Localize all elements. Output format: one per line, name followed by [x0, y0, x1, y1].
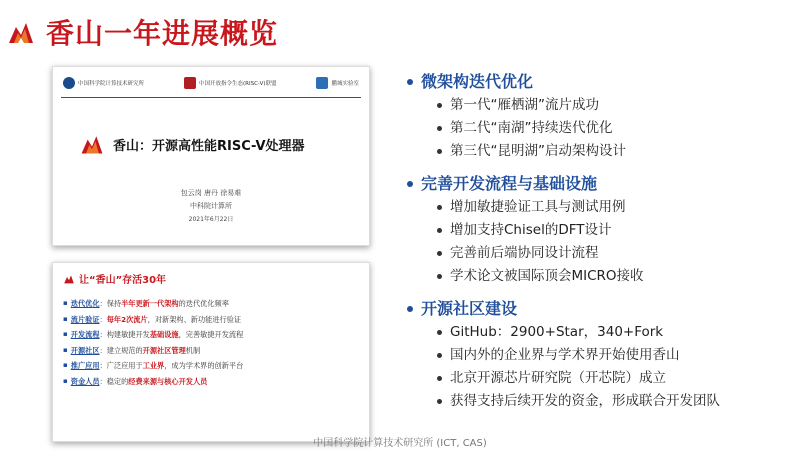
bullet-icon: ▪ [63, 376, 68, 385]
goal-item: ▪ 流片验证：每年2次流片，对新架构、新功能进行验证 [63, 312, 359, 328]
section-items [407, 94, 792, 163]
slide-org: 中科院计算所 [190, 202, 232, 210]
bullet-icon [437, 251, 442, 256]
bullet-icon [437, 228, 442, 233]
bullet-icon: ▪ [63, 299, 68, 307]
list-item: 增加敏捷验证工具与测试用例 [437, 196, 792, 219]
bullet-icon: ▪ [63, 330, 68, 338]
section-devflow [407, 172, 792, 288]
goal-item: ▪ 资金人员：稳定的经费来源与核心开发人员 [63, 374, 359, 390]
section-items [407, 321, 792, 413]
goals-title: 让“香山”存活30年 [79, 275, 167, 286]
pcl-logo: 鹏城实验室 [316, 77, 359, 89]
page-title: 香山一年进展概览 [46, 17, 279, 50]
slide-divider [61, 97, 361, 98]
pcl-logo-icon [316, 77, 328, 89]
bullet-icon [407, 306, 413, 312]
slide-title: 香山：开源高性能RISC-V处理器 [113, 138, 305, 154]
goals-header [63, 271, 359, 286]
slide-authors: 包云岗 唐丹 徐易难 [180, 189, 242, 197]
cover-slide-thumbnail [52, 66, 370, 246]
list-item: 获得支持后续开发的资金，形成联合开发团队 [437, 390, 792, 413]
list-item: 第三代“昆明湖”启动架构设计 [437, 140, 792, 163]
section-heading: 微架构迭代优化 [407, 70, 792, 94]
slide-title-row [79, 131, 305, 157]
list-item: 第一代“雁栖湖”流片成功 [437, 94, 792, 117]
alliance-logo: 中国开放指令生态(RISC-V)联盟 [184, 77, 277, 89]
bullet-icon [437, 399, 442, 404]
bullet-icon [407, 79, 413, 85]
list-item: GitHub：2900+Star，340+Fork [437, 321, 792, 344]
goals-slide-thumbnail [52, 262, 370, 442]
goal-item: ▪ 开发流程：构建敏捷开发基础设施，完善敏捷开发流程 [63, 327, 359, 343]
section-microarch [407, 70, 792, 163]
goal-item: ▪ 开源社区：建立规范的开源社区管理机制 [63, 343, 359, 359]
bullet-icon [437, 330, 442, 335]
xiangshan-mini-logo-icon [79, 131, 105, 157]
list-item: 国内外的企业界与学术界开始使用香山 [437, 344, 792, 367]
bullet-icon: ▪ [63, 345, 68, 354]
bullet-icon [437, 103, 442, 108]
bullet-icon: ▪ [63, 314, 68, 323]
bullet-icon [437, 376, 442, 381]
bullet-icon [407, 181, 413, 187]
bullet-icon: ▪ [63, 361, 68, 369]
list-item: 增加支持Chisel的DFT设计 [437, 219, 792, 242]
xiangshan-tiny-logo-icon [63, 273, 75, 285]
slide-logos [63, 77, 359, 89]
bullet-icon [437, 274, 442, 279]
ict-logo-icon [63, 77, 75, 89]
section-heading: 完善开发流程与基础设施 [407, 172, 792, 196]
page-footer: 中国科学院计算技术研究所 (ICT, CAS) [313, 438, 487, 449]
list-item: 完善前后端协同设计流程 [437, 242, 792, 265]
section-heading: 开源社区建设 [407, 297, 792, 321]
title-bar [6, 12, 278, 52]
goals-list [63, 296, 359, 389]
xiangshan-logo-icon [6, 17, 36, 47]
alliance-logo-icon [184, 77, 196, 89]
section-items [407, 196, 792, 288]
goal-item: ▪ 迭代优化：保持半年更新一代架构的迭代优化频率 [63, 296, 359, 312]
section-community [407, 297, 792, 413]
right-column [407, 70, 792, 422]
ict-logo: 中国科学院计算技术研究所 [63, 77, 144, 89]
list-item: 北京开源芯片研究院（开芯院）成立 [437, 367, 792, 390]
slide-meta [53, 187, 369, 226]
list-item: 第二代“南湖”持续迭代优化 [437, 117, 792, 140]
bullet-icon [437, 149, 442, 154]
bullet-icon [437, 353, 442, 358]
bullet-icon [437, 126, 442, 131]
list-item: 学术论文被国际顶会MICRO接收 [437, 265, 792, 288]
goal-item: ▪ 推广应用：广泛应用于工业界，成为学术界的创新平台 [63, 358, 359, 374]
slide-date: 2021年6月22日 [188, 216, 234, 223]
bullet-icon [437, 205, 442, 210]
